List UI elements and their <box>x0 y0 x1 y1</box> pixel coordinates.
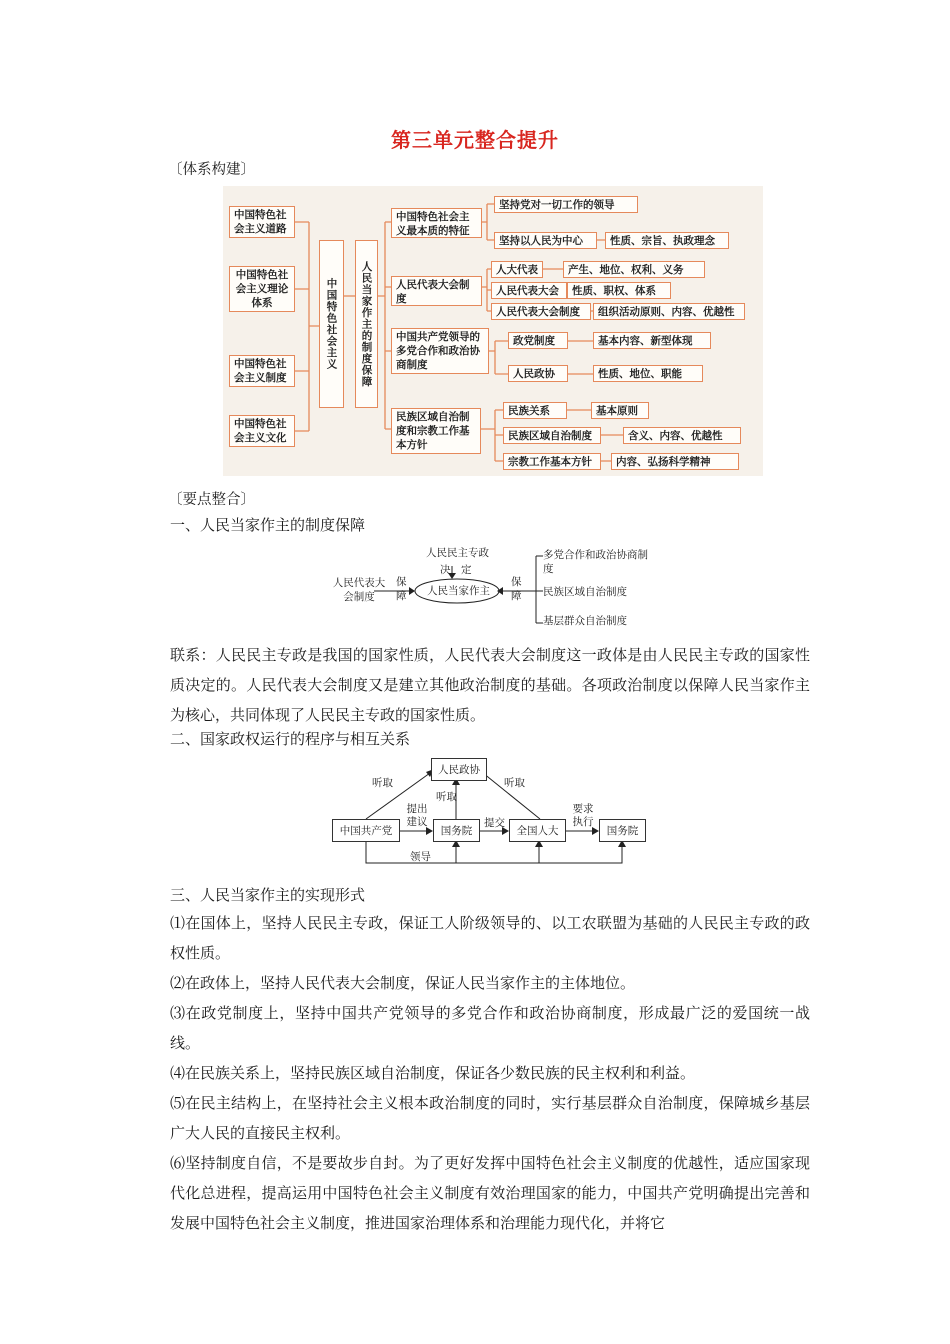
map-box-people-centered: 坚持以人民为中心 <box>494 232 597 249</box>
d1-decide: 决 定 <box>440 564 472 576</box>
map-box-culture: 中国特色社会主义文化 <box>229 415 295 447</box>
d1-npc-system: 人民代表大会制度 <box>332 577 386 603</box>
map-box-regional-autonomy-detail: 含义、内容、优越性 <box>623 427 741 444</box>
d2-submit: 提交 <box>484 817 505 829</box>
list-item: ⑸在民主结构上，在坚持社会主义根本政治制度的同时，实行基层群众自治制度，保障城乡基层广大人民的直接民主权利。 <box>170 1094 810 1142</box>
d1-guarantee-left: 保障 <box>396 576 407 602</box>
map-box-deputies: 人大代表 <box>491 261 543 278</box>
d1-people-masters: 人民当家作主 <box>427 585 490 597</box>
d2-listen-middle: 听取 <box>436 791 457 803</box>
heading-3: 三、人民当家作主的实现形式 <box>170 886 366 904</box>
list-item: ⑴在国体上，坚持人民民主专政，保证工人阶级领导的、以工农联盟为基础的人民民主专政的政权性质。 <box>170 914 810 962</box>
map-box-system: 中国特色社会主义制度 <box>229 355 295 387</box>
map-box-theory: 中国特色社会主义理论体系 <box>229 266 295 312</box>
map-box-party-leadership: 坚持党对一切工作的领导 <box>494 196 638 213</box>
list-item: ⑶在政党制度上，坚持中国共产党领导的多党合作和政治协商制度，形成最广泛的爱国统一战线。 <box>170 1004 810 1052</box>
map-box-essential-feature: 中国特色社会主义最本质的特征 <box>391 208 482 238</box>
d2-lead: 领导 <box>410 851 431 863</box>
map-box-regional-autonomy: 民族区域自治制度 <box>503 427 601 444</box>
map-box-ethnic-relations: 民族关系 <box>503 402 567 419</box>
map-box-basic-principles: 基本原则 <box>591 402 649 419</box>
map-box-npc-system-detail: 组织活动原则、内容、优越性 <box>593 303 745 320</box>
d2-cpc: 中国共产党 <box>332 819 400 842</box>
d2-listen-left: 听取 <box>372 777 393 789</box>
diagram-institutional-guarantee <box>330 540 650 632</box>
map-box-cppcc-detail: 性质、地位、职能 <box>593 365 703 382</box>
map-box-npc-system: 人民代表大会制度 <box>391 276 482 306</box>
map-box-cppcc: 人民政协 <box>508 365 568 382</box>
d2-cppcc: 人民政协 <box>431 758 487 781</box>
d1-multiparty: 多党合作和政治协商制度 <box>543 549 648 575</box>
map-box-npc-system-sub: 人民代表大会制度 <box>491 303 591 320</box>
section-tag-key-points: 〔要点整合〕 <box>168 492 255 508</box>
d2-require: 要求执行 <box>572 803 594 828</box>
diagram-state-power <box>330 755 655 870</box>
diagram-2-lines <box>330 755 655 870</box>
map-box-socialism: 中国特色社会主义 <box>319 240 344 408</box>
map-box-party-system-detail: 基本内容、新型体现 <box>593 332 711 349</box>
map-box-multiparty: 中国共产党领导的多党合作和政治协商制度 <box>391 328 489 374</box>
map-box-deputies-detail: 产生、地位、权利、义务 <box>563 261 705 278</box>
concept-map <box>223 186 763 476</box>
map-box-ethnic-religion: 民族区域自治制度和宗教工作基本方针 <box>391 408 481 454</box>
d2-state-council-1: 国务院 <box>433 819 480 842</box>
map-box-religion-policy-detail: 内容、弘扬科学精神 <box>611 453 739 470</box>
list-item: ⑷在民族关系上，坚持民族区域自治制度，保证各少数民族的民主权利和利益。 <box>170 1064 696 1082</box>
map-box-npc-detail: 性质、职权、体系 <box>567 282 671 299</box>
d2-propose: 提出建议 <box>406 803 428 828</box>
map-box-guarantee: 人民当家作主的制度保障 <box>355 240 378 408</box>
list-item: ⑹坚持制度自信，不是要故步自封。为了更好发挥中国特色社会主义制度的优越性，适应国家现代化总进程，提高运用中国特色社会主义制度有效治理国家的能力，中国共产党明确提出完善和发展中国特色社会主义制度，推进国家治理体系和治理能力现代化，并将它 <box>170 1154 810 1232</box>
d2-npc: 全国人大 <box>509 819 566 842</box>
map-box-religion-policy: 宗教工作基本方针 <box>503 453 601 470</box>
map-box-party-system: 政党制度 <box>508 332 568 349</box>
section-tag-system: 〔体系构建〕 <box>168 162 255 178</box>
heading-2: 二、国家政权运行的程序与相互关系 <box>170 730 411 748</box>
map-box-nature-purpose: 性质、宗旨、执政理念 <box>605 232 729 249</box>
d1-regional-autonomy: 民族区域自治制度 <box>543 586 627 598</box>
map-box-road: 中国特色社会主义道路 <box>229 206 295 238</box>
items-list <box>138 908 810 1238</box>
paragraph-connection <box>138 640 810 730</box>
map-box-npc: 人民代表大会 <box>491 282 567 299</box>
page-title: 第三单元整合提升 <box>391 128 559 152</box>
list-item: ⑵在政体上，坚持人民代表大会制度，保证人民当家作主的主体地位。 <box>170 974 636 992</box>
d2-state-council-2: 国务院 <box>599 819 646 842</box>
d1-guarantee-right: 保障 <box>511 576 522 602</box>
d1-grassroots: 基层群众自治制度 <box>543 615 627 627</box>
paragraph-connection-text: 联系：人民民主专政是我国的国家性质，人民代表大会制度这一政体是由人民民主专政的国家性质决定的。人民代表大会制度又是建立其他政治制度的基础。各项政治制度以保障人民当家作主为核心，共同体现了人民民主专政的国家性质。 <box>170 646 810 724</box>
heading-1: 一、人民当家作主的制度保障 <box>170 516 366 534</box>
d2-listen-right: 听取 <box>504 777 525 789</box>
d1-dictatorship: 人民民主专政 <box>426 547 489 559</box>
